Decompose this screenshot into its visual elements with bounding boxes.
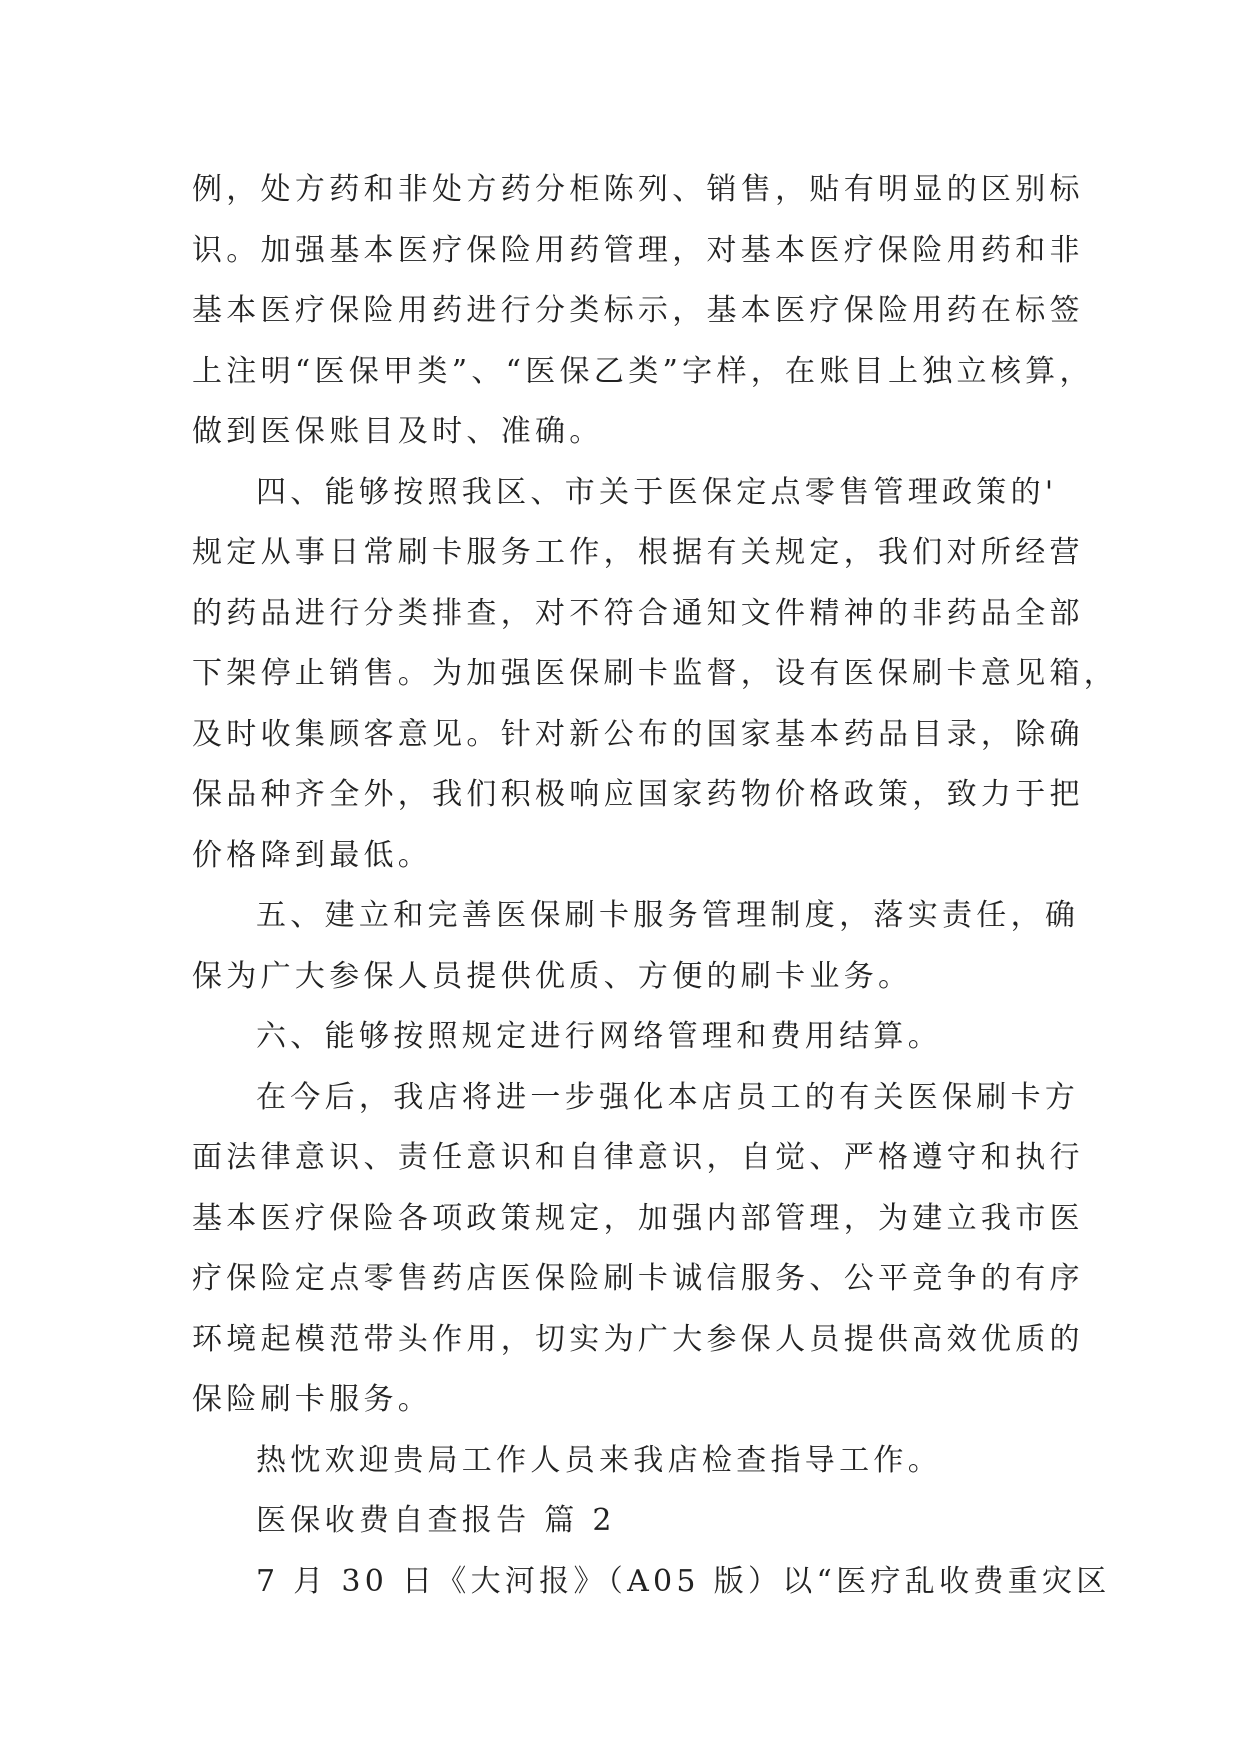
text-line: 五、建立和完善医保刷卡服务管理制度，落实责任，确 <box>256 898 1080 933</box>
text-line: 7 月 30 日《大河报》（A05 版）以“医疗乱收费重灾区 <box>256 1563 1111 1599</box>
text-line: 上注明“医保甲类”、“医保乙类”字样，在账目上独立核算， <box>192 353 1094 389</box>
text-line: 例，处方药和非处方药分柜陈列、销售，贴有明显的区别标 <box>192 172 1084 207</box>
text-line: 基本医疗保险各项政策规定，加强内部管理，为建立我市医 <box>192 1200 1084 1236</box>
document-body <box>192 160 1119 1612</box>
text-line: 保险刷卡服务。 <box>192 1382 433 1417</box>
text-line: 价格降到最低。 <box>192 837 433 873</box>
text-line: 及时收集顾客意见。针对新公布的国家基本药品目录，除确 <box>192 716 1084 752</box>
text-line: 保为广大参保人员提供优质、方便的刷卡业务。 <box>192 958 913 994</box>
text-line: 四、能够按照我区、市关于医保定点零售管理政策的' <box>256 474 1058 510</box>
text-line: 六、能够按照规定进行网络管理和费用结算。 <box>256 1019 942 1054</box>
text-line: 在今后，我店将进一步强化本店员工的有关医保刷卡方 <box>256 1079 1080 1115</box>
text-line: 环境起模范带头作用，切实为广大参保人员提供高效优质的 <box>192 1321 1084 1357</box>
text-line: 医保收费自查报告 篇 2 <box>256 1503 616 1538</box>
text-line: 的药品进行分类排查，对不符合通知文件精神的非药品全部 <box>192 595 1084 631</box>
text-line: 面法律意识、责任意识和自律意识，自觉、严格遵守和执行 <box>192 1140 1084 1175</box>
text-line: 基本医疗保险用药进行分类标示，基本医疗保险用药在标签 <box>192 293 1084 328</box>
text-line: 下架停止销售。为加强医保刷卡监督，设有医保刷卡意见箱， <box>192 656 1119 691</box>
text-line: 热忱欢迎贵局工作人员来我店检查指导工作。 <box>256 1442 942 1478</box>
text-line: 识。加强基本医疗保险用药管理，对基本医疗保险用药和非 <box>192 232 1084 268</box>
text-line: 做到医保账目及时、准确。 <box>192 414 604 449</box>
text-line: 疗保险定点零售药店医保险刷卡诚信服务、公平竞争的有序 <box>192 1261 1084 1296</box>
text-line: 规定从事日常刷卡服务工作，根据有关规定，我们对所经营 <box>192 535 1084 570</box>
text-line: 保品种齐全外，我们积极响应国家药物价格政策，致力于把 <box>192 777 1084 812</box>
